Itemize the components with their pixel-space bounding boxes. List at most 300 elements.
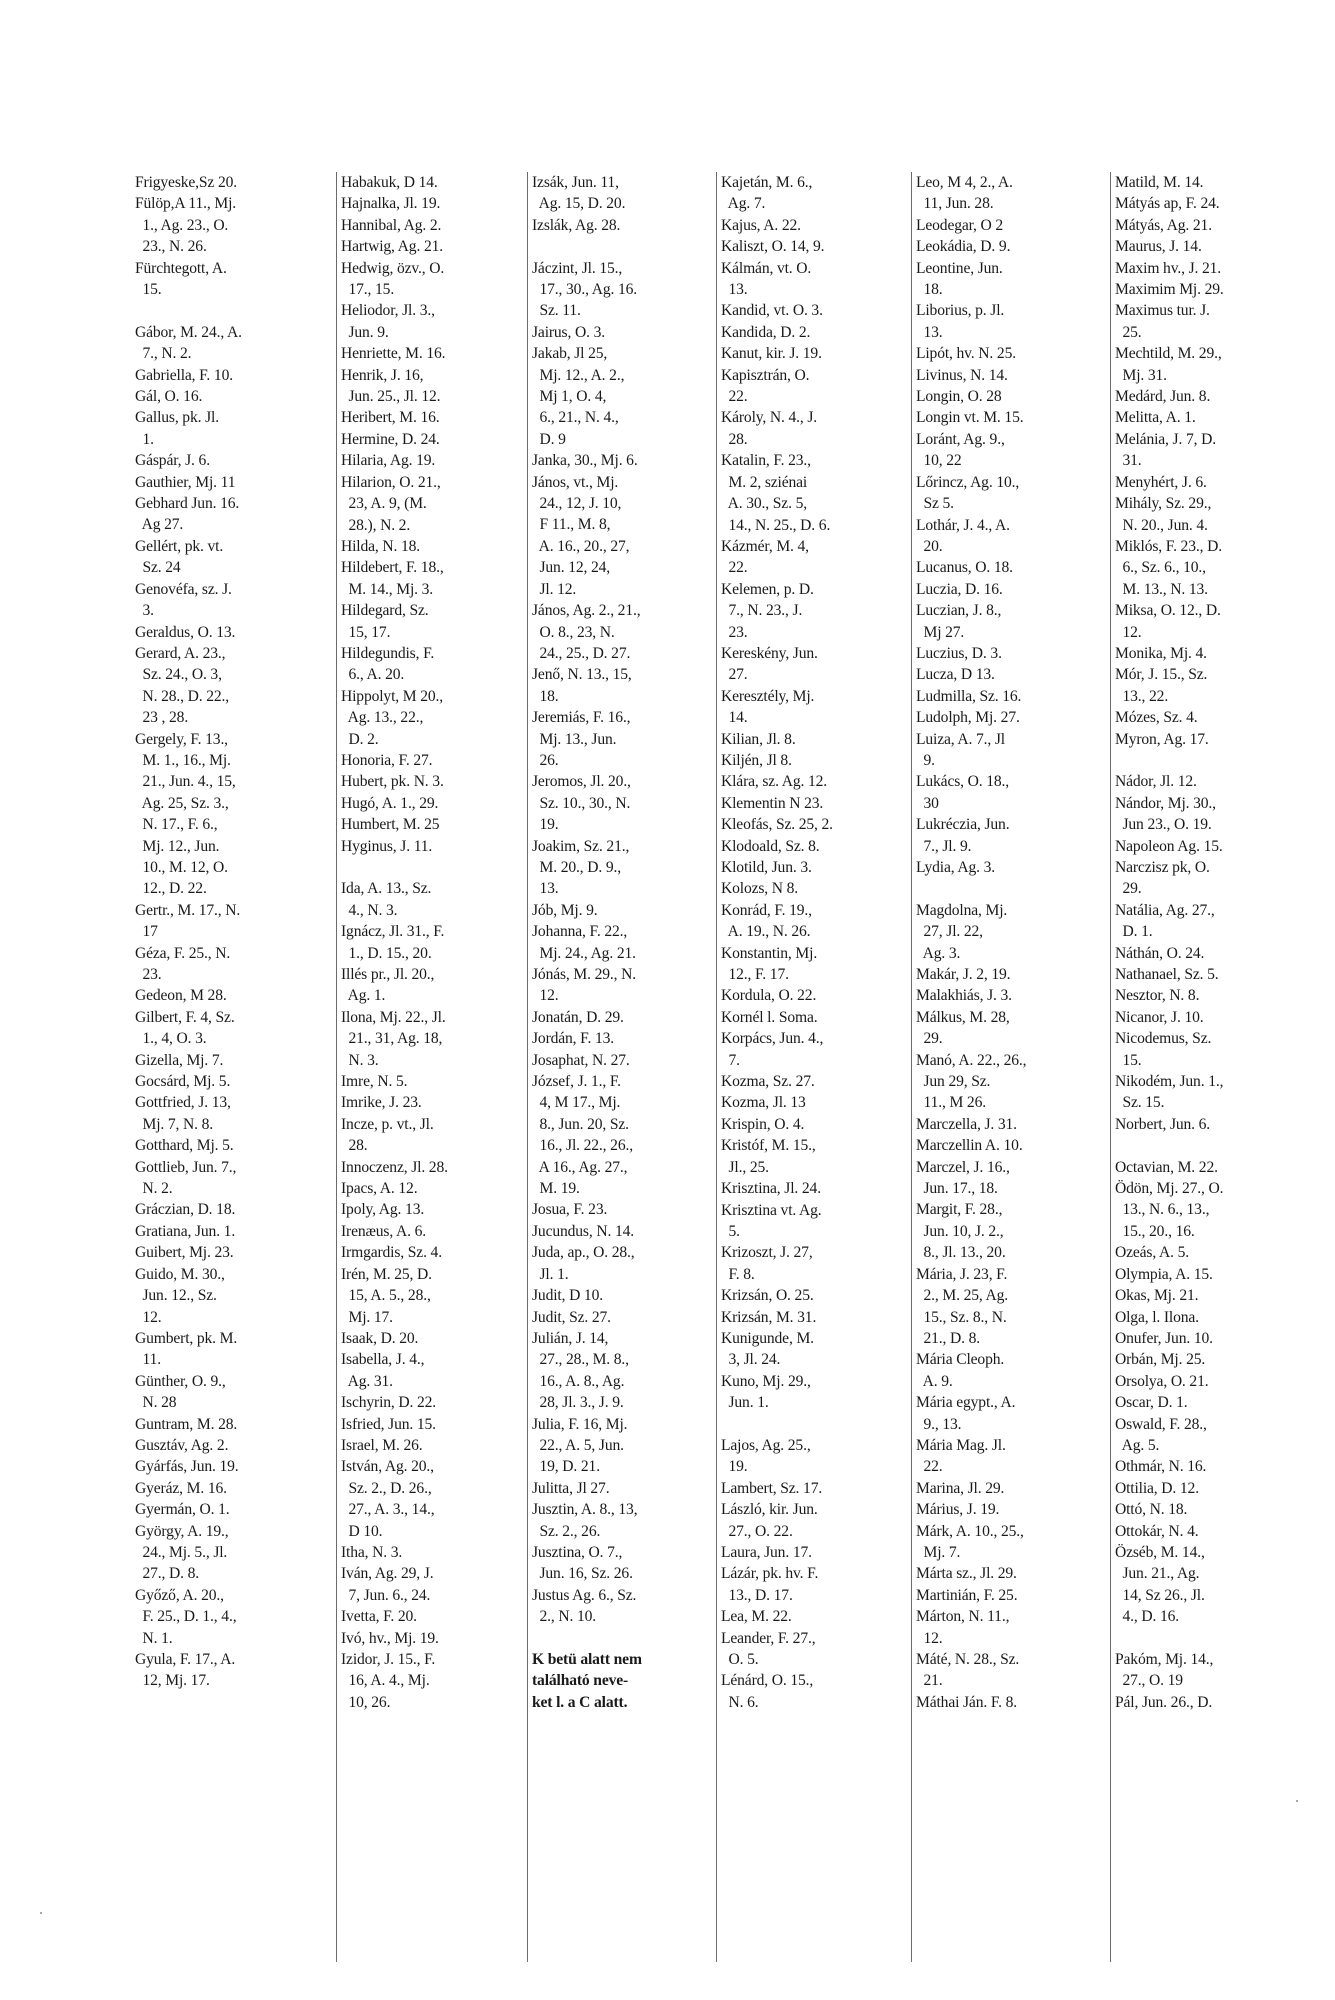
entry-continuation: Ag. 13., 22.,	[341, 709, 424, 727]
entry-continuation: 27., D. 8.	[135, 1565, 200, 1583]
entry-continuation: 18.	[532, 687, 559, 705]
name-entry: Judit, D 10.	[532, 1287, 603, 1305]
name-entry: Gábor, M. 24., A.	[135, 323, 242, 341]
entry-continuation: 7.	[721, 1051, 740, 1069]
name-entry: Korpács, Jun. 4.,	[721, 1030, 824, 1048]
name-entry: Márk, A. 10., 25.,	[916, 1522, 1024, 1540]
name-entry: Livinus, N. 14.	[916, 366, 1008, 384]
entry-continuation: Sz. 11.	[532, 302, 581, 320]
name-entry: Gallus, pk. Jl.	[135, 409, 219, 427]
name-entry: Özséb, M. 14.,	[1115, 1543, 1205, 1561]
entry-continuation: N. 1.	[135, 1629, 173, 1647]
name-entry: Innoczenz, Jl. 28.	[341, 1158, 448, 1176]
entry-continuation: M. 13., N. 13.	[1115, 580, 1208, 598]
entry-continuation: Jun. 25., Jl. 12.	[341, 388, 441, 406]
name-entry: Lothár, J. 4., A.	[916, 516, 1010, 534]
name-entry: György, A. 19.,	[135, 1522, 229, 1540]
name-entry: Onufer, Jun. 10.	[1115, 1329, 1213, 1347]
entry-continuation: M. 1., 16., Mj.	[135, 751, 231, 769]
name-entry: Ilona, Mj. 22., Jl.	[341, 1008, 446, 1026]
name-entry: K betü alatt nem	[532, 1651, 642, 1668]
entry-continuation: 12.	[916, 1629, 943, 1647]
name-entry: Maximus tur. J.	[1115, 302, 1210, 320]
name-entry: Miklós, F. 23., D.	[1115, 537, 1222, 555]
name-entry: Nádor, Jl. 12.	[1115, 773, 1197, 791]
entry-continuation: D. 9	[532, 430, 566, 448]
entry-continuation: Ag. 31.	[341, 1372, 393, 1390]
entry-continuation: N. 20., Jun. 4.	[1115, 516, 1208, 534]
name-entry: Joakim, Sz. 21.,	[532, 837, 630, 855]
name-entry: Kozma, Sz. 27.	[721, 1073, 815, 1091]
name-entry: Kolozs, N 8.	[721, 880, 799, 898]
name-entry: Ignácz, Jl. 31., F.	[341, 923, 445, 941]
entry-continuation: 12., F. 17.	[721, 966, 789, 984]
name-entry: Janka, 30., Mj. 6.	[532, 452, 638, 470]
entry-continuation: Sz. 2., D. 26.,	[341, 1479, 432, 1497]
entry-continuation: 24., 25., D. 27.	[532, 644, 631, 662]
name-entry: Loránt, Ag. 9.,	[916, 430, 1005, 448]
name-entry: Napoleon Ag. 15.	[1115, 837, 1223, 855]
name-entry: Gál, O. 16.	[135, 388, 203, 406]
name-entry: Hartwig, Ag. 21.	[341, 238, 443, 256]
entry-continuation: 23.	[721, 623, 748, 641]
name-entry: Kanut, kir. J. 19.	[721, 345, 822, 363]
name-entry: Ottokár, N. 4.	[1115, 1522, 1199, 1540]
name-entry: Gratiana, Jun. 1.	[135, 1222, 236, 1240]
entry-continuation: 13., D. 17.	[721, 1586, 793, 1604]
name-entry: Melitta, A. 1.	[1115, 409, 1196, 427]
entry-continuation: 17	[135, 923, 158, 941]
name-entry: Henriette, M. 16.	[341, 345, 446, 363]
name-column-3	[527, 172, 716, 1962]
entry-continuation: D. 1.	[1115, 923, 1153, 941]
entry-continuation: Ag. 7.	[721, 195, 766, 213]
name-entry: Lukács, O. 18.,	[916, 773, 1010, 791]
entry-continuation: Jl., 25.	[721, 1158, 769, 1176]
name-entry: Orbán, Mj. 25.	[1115, 1351, 1206, 1369]
name-entry: Margit, F. 28.,	[916, 1201, 1003, 1219]
name-entry: Ivetta, F. 20.	[341, 1608, 417, 1626]
name-entry: Kunigunde, M.	[721, 1329, 814, 1347]
entry-continuation: 18.	[916, 281, 943, 299]
entry-continuation: 15., Sz. 8., N.	[916, 1308, 1007, 1326]
name-entry: Jakab, Jl 25,	[532, 345, 608, 363]
name-entry: Justus Ag. 6., Sz.	[532, 1586, 637, 1604]
name-column-5	[911, 172, 1110, 1962]
name-entry: Jonatán, D. 29.	[532, 1008, 624, 1026]
entry-continuation: Mj. 7.	[916, 1543, 961, 1561]
entry-continuation: Jl. 1.	[532, 1265, 569, 1283]
name-entry: Menyhért, J. 6.	[1115, 473, 1207, 491]
entry-continuation: 21., D. 8.	[916, 1329, 981, 1347]
entry-continuation: 17., 15.	[341, 281, 395, 299]
name-entry: József, J. 1., F.	[532, 1073, 621, 1091]
name-entry: Kandida, D. 2.	[721, 323, 811, 341]
entry-continuation: Sz. 2., 26.	[532, 1522, 601, 1540]
entry-continuation: 31.	[1115, 452, 1142, 470]
name-entry: Kajus, A. 22.	[721, 216, 801, 234]
name-entry: Gabriella, F. 10.	[135, 366, 233, 384]
name-entry: Ipacs, A. 12.	[341, 1180, 418, 1198]
entry-continuation: 21.	[916, 1672, 943, 1690]
entry-continuation: 19.	[532, 816, 559, 834]
name-entry: Kereskény, Jun.	[721, 644, 818, 662]
name-entry: Kleofás, Sz. 25, 2.	[721, 816, 833, 834]
name-entry: Johanna, F. 22.,	[532, 923, 628, 941]
name-entry: Gilbert, F. 4, Sz.	[135, 1008, 235, 1026]
name-entry: Melánia, J. 7, D.	[1115, 430, 1216, 448]
name-entry: Medárd, Jun. 8.	[1115, 388, 1211, 406]
entry-continuation: 22.	[721, 388, 748, 406]
print-speck	[40, 1912, 42, 1914]
name-entry: Gyula, F. 17., A.	[135, 1651, 236, 1669]
entry-continuation: 20.	[916, 537, 943, 555]
name-entry: Mátyás, Ag. 21.	[1115, 216, 1212, 234]
entry-continuation: Mj. 17.	[341, 1308, 393, 1326]
entry-continuation: Ag 27.	[135, 516, 184, 534]
name-entry: Leokádia, D. 9.	[916, 238, 1011, 256]
name-entry: Judit, Sz. 27.	[532, 1308, 611, 1326]
name-entry: János, vt., Mj.	[532, 473, 619, 491]
name-column-1	[135, 172, 331, 1962]
entry-continuation: 13., 22.	[1115, 687, 1169, 705]
entry-continuation: Ag. 3.	[916, 944, 961, 962]
entry-continuation: 2., N. 10.	[532, 1608, 597, 1626]
name-entry: Jucundus, N. 14.	[532, 1222, 634, 1240]
entry-continuation: 8., Jl. 13., 20.	[916, 1244, 1006, 1262]
name-entry: Hubert, pk. N. 3.	[341, 773, 444, 791]
entry-continuation: Mj. 12., A. 2.,	[532, 366, 625, 384]
name-entry: Matild, M. 14.	[1115, 174, 1204, 191]
name-entry: Hildebert, F. 18.,	[341, 559, 444, 577]
entry-continuation: 25.	[1115, 323, 1142, 341]
name-entry: Mechtild, M. 29.,	[1115, 345, 1222, 363]
name-entry: Incze, p. vt., Jl.	[341, 1115, 434, 1133]
name-entry: Hannibal, Ag. 2.	[341, 216, 442, 234]
entry-continuation: N. 28	[135, 1394, 177, 1412]
name-entry: Mária, J. 23, F.	[916, 1265, 1008, 1283]
entry-continuation: 9., 13.	[916, 1415, 962, 1433]
name-column-4	[716, 172, 911, 1962]
name-entry: Makár, J. 2, 19.	[916, 966, 1011, 984]
entry-continuation: Jun. 9.	[341, 323, 389, 341]
name-entry: Marczellin A. 10.	[916, 1137, 1023, 1155]
name-entry: Ida, A. 13., Sz.	[341, 880, 432, 898]
entry-continuation: 2., M. 25, Ag.	[916, 1287, 1009, 1305]
name-entry: Krizsán, O. 25.	[721, 1287, 814, 1305]
name-entry: Gottlieb, Jun. 7.,	[135, 1158, 237, 1176]
entry-continuation: 4., N. 3.	[341, 901, 398, 919]
name-entry: Marczella, J. 31.	[916, 1115, 1017, 1133]
name-entry: Gyermán, O. 1.	[135, 1501, 230, 1519]
entry-continuation: N. 28., D. 22.,	[135, 687, 230, 705]
name-entry: Hilda, N. 18.	[341, 537, 421, 555]
name-entry: Ödön, Mj. 27., O.	[1115, 1180, 1224, 1198]
entry-continuation: 28.	[721, 430, 748, 448]
name-entry: Mária Cleoph.	[916, 1351, 1005, 1369]
entry-continuation: 13.	[721, 281, 748, 299]
name-entry: Gumbert, pk. M.	[135, 1329, 238, 1347]
name-entry: Laura, Jun. 17.	[721, 1543, 812, 1561]
name-entry: Illés pr., Jl. 20.,	[341, 966, 435, 984]
name-entry: Ottó, N. 18.	[1115, 1501, 1188, 1519]
name-entry: Monika, Mj. 4.	[1115, 644, 1207, 662]
name-entry: található neve-	[532, 1672, 629, 1690]
name-entry: Kordula, O. 22.	[721, 987, 817, 1005]
entry-continuation: 30	[916, 794, 939, 812]
name-entry: Krizoszt, J. 27,	[721, 1244, 813, 1262]
name-entry: Luiza, A. 7., Jl	[916, 730, 1005, 748]
entry-continuation: 15, A. 5., 28.,	[341, 1287, 431, 1305]
name-entry: Imre, N. 5.	[341, 1073, 408, 1091]
name-entry: Oscar, D. 1.	[1115, 1394, 1188, 1412]
name-entry: Leontine, Jun.	[916, 259, 1003, 277]
name-entry: Heribert, M. 16.	[341, 409, 440, 427]
name-entry: Győző, A. 20.,	[135, 1586, 224, 1604]
entry-continuation: 14.	[721, 709, 748, 727]
entry-continuation: 26.	[532, 751, 559, 769]
entry-continuation: 16., A. 8., Ag.	[532, 1372, 625, 1390]
name-entry: Fülöp,A 11., Mj.	[135, 195, 236, 213]
entry-continuation: M. 20., D. 9.,	[532, 858, 622, 876]
name-entry: Mária egypt., A.	[916, 1394, 1016, 1412]
name-entry: Ipoly, Ag. 13.	[341, 1201, 425, 1219]
entry-continuation: Jun. 10, J. 2.,	[916, 1222, 1004, 1240]
entry-continuation: 15.	[1115, 1051, 1142, 1069]
entry-continuation: O. 8., 23, N.	[532, 623, 615, 641]
entry-continuation: 15, 17.	[341, 623, 391, 641]
name-entry: Natália, Ag. 27.,	[1115, 901, 1215, 919]
name-entry: Luczius, D. 3.	[916, 644, 1002, 662]
name-entry: Jeremiás, F. 16.,	[532, 709, 631, 727]
name-entry: Jordán, F. 13.	[532, 1030, 614, 1048]
entry-continuation: 28.	[341, 1137, 368, 1155]
name-entry: Keresztély, Mj.	[721, 687, 815, 705]
name-column-6	[1110, 172, 1320, 1962]
name-entry: Nesztor, N. 8.	[1115, 987, 1200, 1005]
name-entry: Longin, O. 28	[916, 388, 1002, 406]
name-entry: László, kir. Jun.	[721, 1501, 818, 1519]
name-entry: ket l. a C alatt.	[532, 1693, 628, 1711]
name-entry: Isabella, J. 4.,	[341, 1351, 425, 1369]
name-entry: Kapisztrán, O.	[721, 366, 810, 384]
name-entry: Lucanus, O. 18.	[916, 559, 1013, 577]
entry-continuation: N. 3.	[341, 1051, 379, 1069]
entry-continuation: F 11., M. 8,	[532, 516, 611, 534]
entry-continuation: Sz. 10., 30., N.	[532, 794, 631, 812]
name-entry: Luczian, J. 8.,	[916, 602, 1002, 620]
name-entry: Kaliszt, O. 14, 9.	[721, 238, 825, 256]
entry-continuation: 12.	[1115, 623, 1142, 641]
entry-continuation: 6., 21., N. 4.,	[532, 409, 619, 427]
name-entry: Hippolyt, M 20.,	[341, 687, 443, 705]
entry-continuation: 27.	[721, 666, 748, 684]
name-entry: Náthán, O. 24.	[1115, 944, 1205, 962]
name-entry: Jób, Mj. 9.	[532, 901, 598, 919]
entry-continuation: 6., Sz. 6., 10.,	[1115, 559, 1206, 577]
entry-continuation: 22.	[721, 559, 748, 577]
entry-continuation: 9.	[916, 751, 935, 769]
name-entry: Genovéfa, sz. J.	[135, 580, 232, 598]
name-entry: Irmgardis, Sz. 4.	[341, 1244, 442, 1262]
name-entry: Nicanor, J. 10.	[1115, 1008, 1204, 1026]
name-entry: Irenæus, A. 6.	[341, 1222, 426, 1240]
name-entry: Hugó, A. 1., 29.	[341, 794, 439, 812]
name-entry: Oswald, F. 28.,	[1115, 1415, 1207, 1433]
entry-continuation: Jl. 12.	[532, 580, 577, 598]
entry-continuation: Jun. 21., Ag.	[1115, 1565, 1200, 1583]
entry-continuation: 21., Jun. 4., 15,	[135, 773, 236, 791]
name-entry: Gertr., M. 17., N.	[135, 901, 241, 919]
name-entry: Irén, M. 25, D.	[341, 1265, 432, 1283]
entry-continuation: Ag. 25, Sz. 3.,	[135, 794, 229, 812]
name-entry: Gyárfás, Jun. 19.	[135, 1458, 239, 1476]
name-entry: Maurus, J. 14.	[1115, 238, 1202, 256]
entry-continuation: D. 2.	[341, 730, 379, 748]
entry-continuation: 6., A. 20.	[341, 666, 405, 684]
entry-continuation: Ag. 15, D. 20.	[532, 195, 626, 213]
name-entry: Marina, Jl. 29.	[916, 1479, 1005, 1497]
name-entry: Jusztina, O. 7.,	[532, 1543, 623, 1561]
name-entry: Kelemen, p. D.	[721, 580, 814, 598]
name-entry: Longin vt. M. 15.	[916, 409, 1024, 427]
entry-continuation: 17., 30., Ag. 16.	[532, 281, 638, 299]
name-entry: Kiljén, Jl 8.	[721, 751, 792, 769]
name-entry: Nicodemus, Sz.	[1115, 1030, 1212, 1048]
name-entry: Mór, J. 15., Sz.	[1115, 666, 1208, 684]
name-entry: Liborius, p. Jl.	[916, 302, 1005, 320]
entry-continuation: 16., Jl. 22., 26.,	[532, 1137, 633, 1155]
name-entry: Kálmán, vt. O.	[721, 259, 812, 277]
name-entry: Nándor, Mj. 30.,	[1115, 794, 1216, 812]
entry-continuation: 5.	[721, 1222, 740, 1240]
entry-continuation: 10., M. 12, O.	[135, 858, 228, 876]
name-entry: Jáczint, Jl. 15.,	[532, 259, 623, 277]
name-entry: Malakhiás, J. 3.	[916, 987, 1012, 1005]
name-entry: Lőrincz, Ag. 10.,	[916, 473, 1020, 491]
name-entry: Orsolya, O. 21.	[1115, 1372, 1209, 1390]
name-entry: Julitta, Jl 27.	[532, 1479, 610, 1497]
name-entry: Ivó, hv., Mj. 19.	[341, 1629, 439, 1647]
name-entry: Gerard, A. 23.,	[135, 644, 226, 662]
entry-continuation: 29.	[916, 1030, 943, 1048]
name-entry: Geraldus, O. 13.	[135, 623, 236, 641]
name-entry: Hedwig, özv., O.	[341, 259, 445, 277]
name-column-2	[336, 172, 527, 1962]
name-entry: Pakóm, Mj. 14.,	[1115, 1650, 1214, 1668]
name-entry: Károly, N. 4., J.	[721, 409, 818, 427]
name-entry: Izidor, J. 15., F.	[341, 1651, 436, 1669]
name-entry: Olympia, A. 15.	[1115, 1265, 1213, 1283]
name-entry: Habakuk, D 14.	[341, 174, 438, 191]
entry-continuation: Jun. 12, 24,	[532, 559, 611, 577]
name-entry: Frigyeske,Sz 20.	[135, 174, 237, 191]
entry-continuation: D 10.	[341, 1522, 383, 1540]
entry-continuation: 12.	[532, 987, 559, 1005]
name-entry: Guntram, M. 28.	[135, 1415, 238, 1433]
name-entry: Hilaria, Ag. 19.	[341, 452, 436, 470]
entry-continuation: O. 5.	[721, 1651, 759, 1669]
name-entry: Konrád, F. 19.,	[721, 901, 812, 919]
name-entry: Jairus, O. 3.	[532, 323, 605, 341]
name-entry: Hildegard, Sz.	[341, 602, 429, 620]
entry-continuation: 10, 26.	[341, 1693, 391, 1711]
entry-continuation: Mj. 7, N. 8.	[135, 1115, 214, 1133]
entry-continuation: Jun. 1.	[721, 1394, 769, 1412]
name-entry: Nathanael, Sz. 5.	[1115, 966, 1219, 984]
name-entry: Klodoald, Sz. 8.	[721, 837, 820, 855]
name-entry: Jenő, N. 13., 15,	[532, 666, 632, 684]
name-entry: Lydia, Ag. 3.	[916, 859, 996, 876]
name-entry: Guido, M. 30.,	[135, 1265, 225, 1283]
entry-continuation: 24., Mj. 5., Jl.	[135, 1543, 228, 1561]
name-entry: Klára, sz. Ag. 12.	[721, 773, 827, 791]
name-entry: Márton, N. 11.,	[916, 1608, 1010, 1626]
name-entry: Izslák, Ag. 28.	[532, 216, 621, 234]
entry-continuation: 19, D. 21.	[532, 1458, 600, 1476]
entry-continuation: 11.	[135, 1351, 161, 1369]
name-entry: Luczia, D. 16.	[916, 580, 1003, 598]
name-entry: Hildegundis, F.	[341, 644, 435, 662]
name-entry: Gebhard Jun. 16.	[135, 495, 240, 513]
entry-continuation: 29.	[1115, 880, 1142, 898]
name-entry: Kuno, Mj. 29.,	[721, 1372, 811, 1390]
entry-continuation: A 16., Ag. 27.,	[532, 1158, 628, 1176]
name-entry: Ludolph, Mj. 27.	[916, 709, 1020, 727]
name-entry: Mihály, Sz. 29.,	[1115, 495, 1212, 513]
entry-continuation: Jun. 17., 18.	[916, 1180, 998, 1198]
name-entry: Krisztina vt. Ag.	[721, 1201, 822, 1219]
name-entry: Pál, Jun. 26., D.	[1115, 1693, 1213, 1711]
name-entry: Heliodor, Jl. 3.,	[341, 302, 435, 320]
entry-continuation: Mj 1, O. 4,	[532, 388, 607, 406]
entry-continuation: 27., 28., M. 8.,	[532, 1351, 629, 1369]
entry-continuation: 12, Mj. 17.	[135, 1672, 210, 1690]
name-entry: Kilian, Jl. 8.	[721, 730, 796, 748]
name-entry: Othmár, N. 16.	[1115, 1458, 1207, 1476]
entry-continuation: 23 , 28.	[135, 709, 189, 727]
name-entry: Octavian, M. 22.	[1115, 1158, 1218, 1176]
name-entry: Izsák, Jun. 11,	[532, 174, 619, 191]
entry-continuation: 23., N. 26.	[135, 238, 207, 256]
entry-continuation: 27., O. 22.	[721, 1522, 793, 1540]
entry-continuation: 24., 12, J. 10,	[532, 495, 622, 513]
entry-continuation: Jun 23., O. 19.	[1115, 816, 1212, 834]
entry-continuation: Ag. 5.	[1115, 1436, 1160, 1454]
entry-continuation: 3, Jl. 24.	[721, 1351, 781, 1369]
name-entry: Juda, ap., O. 28.,	[532, 1244, 635, 1262]
name-entry: Josua, F. 23.	[532, 1201, 608, 1219]
name-entry: Gyeráz, M. 16.	[135, 1479, 227, 1497]
name-entry: Mária Mag. Jl.	[916, 1436, 1006, 1454]
name-entry: János, Ag. 2., 21.,	[532, 602, 641, 620]
entry-continuation: 10, 22	[916, 452, 962, 470]
name-entry: Máté, N. 28., Sz.	[916, 1651, 1020, 1669]
entry-continuation: 1.	[135, 430, 154, 448]
entry-continuation: 12.	[135, 1308, 162, 1326]
entry-continuation: 14, Sz 26., Jl.	[1115, 1586, 1205, 1604]
name-entry: Hermine, D. 24.	[341, 430, 440, 448]
entry-continuation: 27., A. 3., 14.,	[341, 1501, 435, 1519]
entry-continuation: 11., M 26.	[916, 1094, 986, 1112]
name-entry: Konstantin, Mj.	[721, 944, 818, 962]
name-entry: Isaak, D. 20.	[341, 1329, 419, 1347]
entry-continuation: A. 16., 20., 27,	[532, 537, 630, 555]
entry-continuation: M. 14., Mj. 3.	[341, 580, 434, 598]
name-entry: Gergely, F. 13.,	[135, 730, 228, 748]
entry-continuation: M. 19.	[532, 1180, 580, 1198]
entry-continuation: 27., O. 19	[1115, 1672, 1183, 1690]
